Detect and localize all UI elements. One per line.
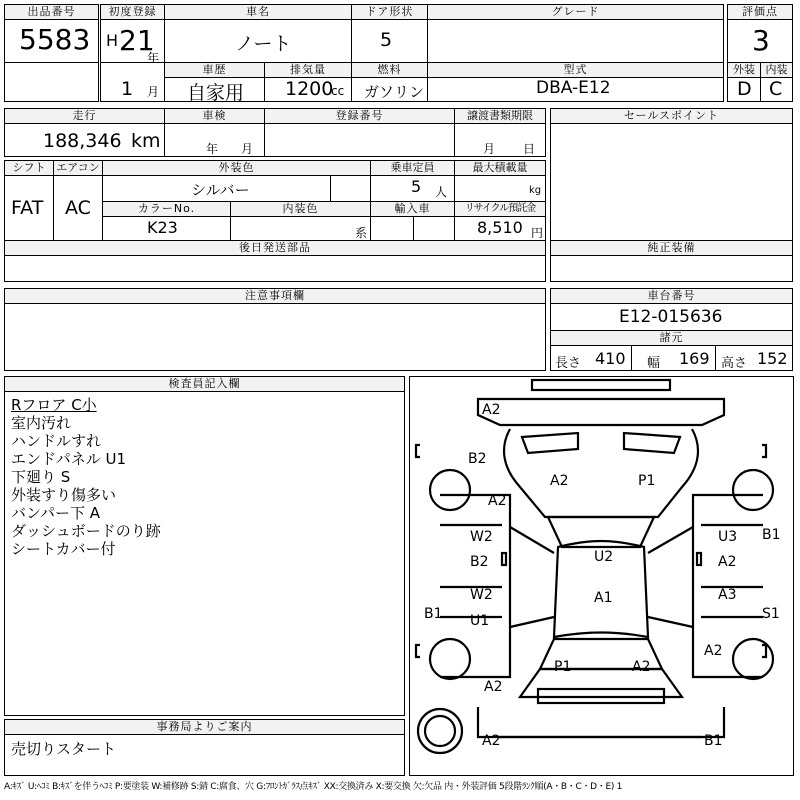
damage-mark: A1 xyxy=(594,590,613,606)
legend-text: A:ｷｽﾞ U:ﾍｺﾐ B:ｷｽﾞを伴うﾍｺﾐ P:要塗装 W:補修跡 S:錆 C:腐食、穴 G:ﾌﾛﾝﾄｶﾞﾗｽ点ｷｽﾞ XX:交換済み X:要交換 欠:欠品 内・外装評価 5段階ﾗﾝｸ順(A・B・C・D・E) 1 xyxy=(4,782,623,792)
length-label: 長さ xyxy=(555,356,582,371)
transfer-month: 月 xyxy=(483,142,496,156)
history-label: 車歴 xyxy=(165,63,264,78)
genuine-equipment-cell xyxy=(550,240,793,282)
inspector-note-line: 室内汚れ xyxy=(11,414,72,432)
recycle-value: 8,510 xyxy=(477,218,523,237)
width-value: 169 xyxy=(679,349,710,368)
inspector-note-line: ダッシュボードのり跡 xyxy=(11,522,161,540)
damage-mark: A2 xyxy=(704,643,723,659)
year-value: 21 xyxy=(119,24,155,57)
color-number-cell xyxy=(102,201,231,241)
capacity-value: 5 xyxy=(411,177,422,196)
damage-mark: U2 xyxy=(594,549,614,565)
model-cell xyxy=(427,62,724,102)
lot-blank-cell xyxy=(4,62,99,102)
inspection-cell xyxy=(164,108,265,157)
damage-mark: A2 xyxy=(482,402,501,418)
door-value: 5 xyxy=(380,29,393,51)
damage-mark: A2 xyxy=(488,493,507,509)
interior-grade-cell xyxy=(760,62,793,102)
capacity-unit: 人 xyxy=(435,185,448,199)
interior-grade-value: C xyxy=(769,78,783,100)
history-cell xyxy=(164,62,265,102)
inspector-note-line: 下廻り S xyxy=(11,468,71,486)
dimensions-label: 諸元 xyxy=(551,331,792,346)
displacement-label: 排気量 xyxy=(265,63,351,78)
inspector-note-line: Rフロア C小 xyxy=(11,396,97,414)
car-name-cell xyxy=(164,4,352,63)
mileage-cell xyxy=(4,108,165,157)
dimensions-cell xyxy=(550,330,793,371)
genuine-equipment-label: 純正装備 xyxy=(551,241,792,256)
ac-value: AC xyxy=(65,197,91,219)
damage-mark: A2 xyxy=(550,473,569,489)
interior-grade-label: 内装 xyxy=(761,63,792,78)
recycle-cell xyxy=(454,201,546,241)
inspector-notes-label: 検査員記入欄 xyxy=(5,377,404,392)
color-number-value: K23 xyxy=(147,218,178,237)
grade-cell xyxy=(427,4,724,63)
fuel-cell xyxy=(351,62,428,102)
damage-mark: B2 xyxy=(468,451,487,467)
import-label: 輸入車 xyxy=(371,202,454,217)
displacement-cell xyxy=(264,62,352,102)
inspector-note-line: バンパー下 A xyxy=(11,504,100,522)
inspector-note-line: ハンドルすれ xyxy=(11,432,102,450)
damage-mark: A2 xyxy=(632,659,651,675)
capacity-label: 乗車定員 xyxy=(371,161,454,176)
interior-color-label: 内装色 xyxy=(231,202,370,217)
registration-number-label: 登録番号 xyxy=(265,109,454,124)
inspection-month: 月 xyxy=(241,142,254,156)
car-name-value: ノート xyxy=(235,33,292,55)
mileage-value: 188,346 xyxy=(43,130,122,152)
height-label: 高さ xyxy=(721,356,748,371)
displacement-value: 1200 xyxy=(285,78,334,100)
inspector-notes-cell xyxy=(4,376,405,716)
registration-number-cell xyxy=(264,108,455,157)
transfer-deadline-label: 譲渡書類期限 xyxy=(455,109,545,124)
score-label: 評価点 xyxy=(728,5,792,20)
door-cell xyxy=(351,4,428,63)
inspection-year: 年 xyxy=(206,142,219,156)
interior-color-cell xyxy=(230,201,371,241)
damage-mark: A2 xyxy=(718,554,737,570)
car-outline-diagram xyxy=(410,377,793,775)
transfer-day: 日 xyxy=(523,142,536,156)
capacity-cell xyxy=(370,160,455,202)
exterior-color-label: 外装色 xyxy=(103,161,370,176)
damage-mark: B2 xyxy=(470,554,489,570)
inspector-note-line: 外装すり傷多い xyxy=(11,486,117,504)
max-load-cell xyxy=(454,160,546,202)
damage-mark: A3 xyxy=(718,587,737,603)
office-notice-label: 事務局よりご案内 xyxy=(5,720,404,735)
color-number-label: カラーNo. xyxy=(103,202,230,217)
door-label: ドア形状 xyxy=(352,5,427,20)
interior-color-unit: 系 xyxy=(355,226,368,240)
width-label: 幅 xyxy=(647,356,661,371)
fuel-label: 燃料 xyxy=(352,63,427,78)
grade-label: グレード xyxy=(428,5,723,20)
car-name-label: 車名 xyxy=(165,5,351,20)
shift-cell xyxy=(4,160,54,241)
inspector-notes-list xyxy=(11,396,161,558)
damage-mark: W2 xyxy=(470,529,493,545)
max-load-unit: kg xyxy=(529,185,542,196)
damage-mark: B1 xyxy=(704,733,723,749)
max-load-label: 最大積載量 xyxy=(455,161,545,176)
lot-number-value: 5583 xyxy=(19,23,91,56)
chassis-number-value: E12-015636 xyxy=(619,307,723,327)
shift-value: FAT xyxy=(11,197,44,219)
chassis-number-label: 車台番号 xyxy=(551,289,792,304)
chassis-number-cell xyxy=(550,288,793,331)
later-parts-cell xyxy=(4,240,546,282)
later-parts-label: 後日発送部品 xyxy=(5,241,545,256)
score-cell xyxy=(727,4,793,63)
year-unit: 年 xyxy=(147,51,160,63)
damage-mark: W2 xyxy=(470,587,493,603)
exterior-grade-value: D xyxy=(737,78,752,100)
length-value: 410 xyxy=(595,349,626,368)
recycle-unit: 円 xyxy=(531,226,544,240)
lot-number-cell xyxy=(4,4,99,63)
inspector-note-line: シートカバー付 xyxy=(11,540,116,558)
ac-cell xyxy=(53,160,103,241)
damage-mark: U1 xyxy=(470,613,490,629)
office-notice-value: 売切りスタート xyxy=(11,740,117,758)
model-label: 型式 xyxy=(428,63,723,78)
first-registration-cell xyxy=(100,4,165,63)
damage-mark: U3 xyxy=(718,529,738,545)
first-registration-label: 初度登録 xyxy=(101,5,164,20)
mileage-label: 走行 xyxy=(5,109,164,124)
damage-mark: P1 xyxy=(638,473,656,489)
month-value: 1 xyxy=(121,78,134,100)
displacement-unit: cc xyxy=(331,84,345,98)
damage-mark: B1 xyxy=(762,527,781,543)
sales-point-label: セールスポイント xyxy=(551,109,792,124)
damage-mark: A2 xyxy=(482,733,501,749)
damage-mark: B1 xyxy=(424,606,443,622)
transfer-deadline-cell xyxy=(454,108,546,157)
exterior-grade-cell xyxy=(727,62,761,102)
history-value: 自家用 xyxy=(187,82,245,102)
damage-diagram-cell xyxy=(409,376,794,776)
shift-label: シフト xyxy=(5,161,53,176)
damage-mark: P1 xyxy=(554,659,572,675)
month-unit: 月 xyxy=(147,85,160,99)
month-cell xyxy=(100,62,165,102)
era-value: H xyxy=(106,31,119,50)
damage-mark: S1 xyxy=(762,606,780,622)
caution-notes-cell xyxy=(4,288,546,371)
mileage-unit: km xyxy=(131,130,161,152)
inspector-note-line: エンドパネル U1 xyxy=(11,450,126,468)
recycle-label: リサイクル預託金 xyxy=(455,202,545,217)
exterior-grade-label: 外装 xyxy=(728,63,760,78)
fuel-value: ガソリン xyxy=(364,83,425,101)
model-value: DBA-E12 xyxy=(536,78,611,98)
import-cell xyxy=(370,201,455,241)
lot-number-label: 出品番号 xyxy=(5,5,98,20)
caution-notes-label: 注意事項欄 xyxy=(5,289,545,304)
exterior-color-value: シルバー xyxy=(191,181,250,199)
office-notice-cell xyxy=(4,719,405,776)
damage-mark: A2 xyxy=(484,679,503,695)
score-value: 3 xyxy=(752,24,770,57)
ac-label: エアコン xyxy=(54,161,102,176)
inspection-label: 車検 xyxy=(165,109,264,124)
exterior-color-cell xyxy=(102,160,371,202)
height-value: 152 xyxy=(757,349,788,368)
sales-point-cell xyxy=(550,108,793,241)
